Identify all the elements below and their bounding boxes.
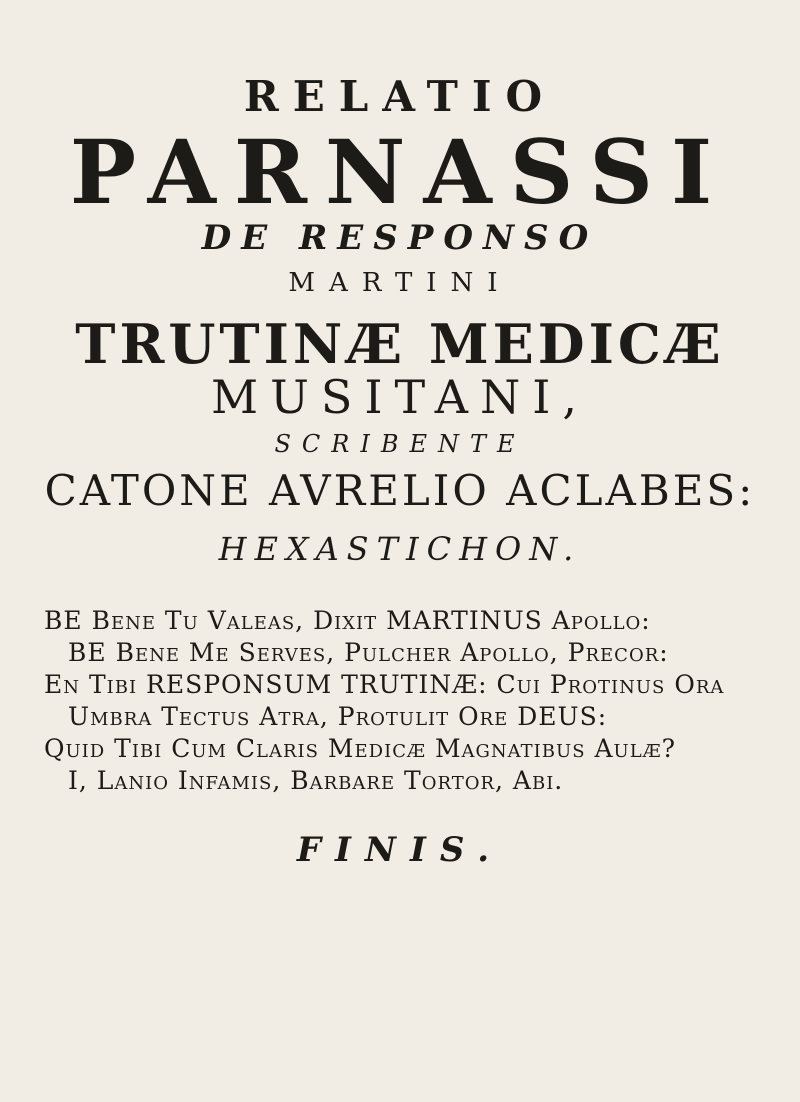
title-scribente: SCRIBENTE [274, 430, 526, 458]
verse-line: En Tibi RESPONSUM TRUTINÆ: Cui Protinus Ora [44, 670, 725, 699]
verse-line: Umbra Tectus Atra, Protulit Ore DEUS: [68, 702, 608, 731]
title-author: CATONE AVRELIO ACLABES: [44, 466, 756, 515]
title-martini: MARTINI [288, 268, 512, 298]
title-de-responso: DE RESPONSO [201, 218, 599, 258]
poem-heading: HEXASTICHON. [218, 530, 582, 568]
finis: FINIS. [296, 830, 504, 870]
title-musitani: MUSITANI, [211, 370, 589, 424]
verse-line: BE Bene Me Serves, Pulcher Apollo, Precor: [68, 638, 669, 667]
title-parnassi: PARNASSI [69, 120, 731, 224]
title-trutinae-medicae: TRUTINÆ MEDICÆ [75, 312, 725, 376]
verse-line: Quid Tibi Cum Claris Medicæ Magnatibus Aulæ? [44, 734, 677, 763]
title-relatio: RELATIO [243, 72, 557, 121]
verse-line: BE Bene Tu Valeas, Dixit MARTINUS Apollo: [44, 606, 651, 635]
verse-line: I, Lanio Infamis, Barbare Tortor, Abi. [68, 766, 564, 795]
hexastichon-poem [44, 605, 764, 797]
